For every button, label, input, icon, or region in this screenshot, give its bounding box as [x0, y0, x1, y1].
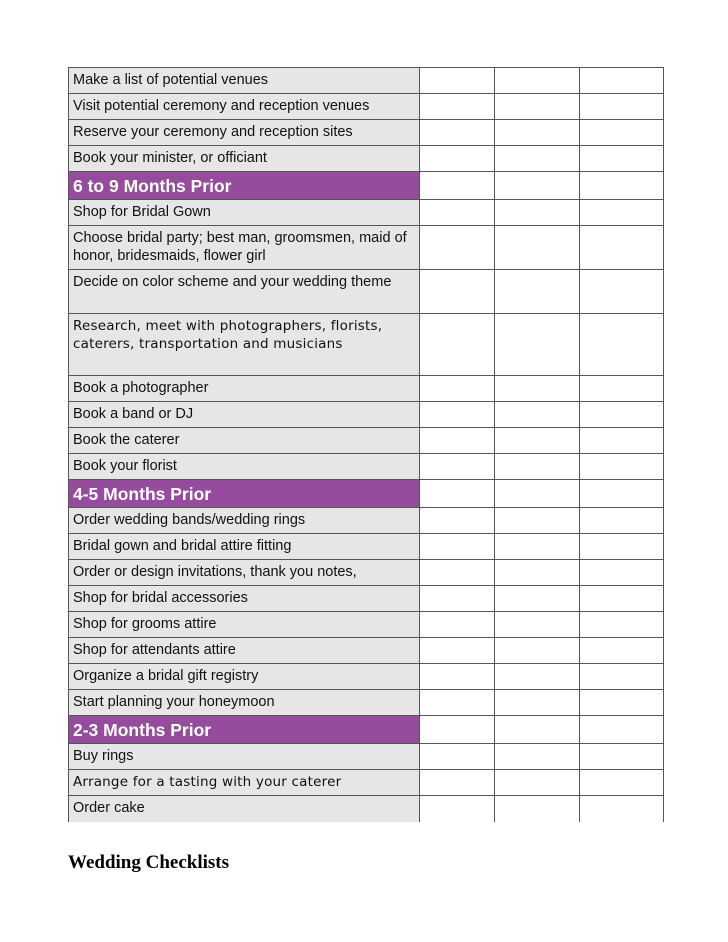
task-label: Book a photographer [69, 376, 420, 402]
checkbox-cell-1[interactable] [420, 270, 495, 314]
checkbox-cell-1[interactable] [420, 586, 495, 612]
checkbox-cell-2[interactable] [495, 454, 580, 480]
checkbox-cell-1[interactable] [420, 314, 495, 376]
checkbox-cell-3[interactable] [580, 796, 664, 822]
checkbox-cell-3[interactable] [580, 172, 664, 200]
checkbox-cell-3[interactable] [580, 744, 664, 770]
checkbox-cell-3[interactable] [580, 146, 664, 172]
checkbox-cell-1[interactable] [420, 68, 495, 94]
task-label: Book the caterer [69, 428, 420, 454]
checkbox-cell-2[interactable] [495, 146, 580, 172]
task-row [69, 120, 664, 146]
checkbox-cell-3[interactable] [580, 94, 664, 120]
task-row [69, 508, 664, 534]
task-label: Start planning your honeymoon [69, 690, 420, 716]
checkbox-cell-1[interactable] [420, 690, 495, 716]
checkbox-cell-3[interactable] [580, 560, 664, 586]
document-title: Wedding Checklists [68, 852, 230, 873]
task-row [69, 560, 664, 586]
task-label: Order or design invitations, thank you notes, [69, 560, 420, 586]
checkbox-cell-2[interactable] [495, 314, 580, 376]
checkbox-cell-3[interactable] [580, 770, 664, 796]
checkbox-cell-3[interactable] [580, 428, 664, 454]
task-row [69, 744, 664, 770]
checkbox-cell-3[interactable] [580, 454, 664, 480]
task-row [69, 94, 664, 120]
section-header: 2-3 Months Prior [69, 716, 420, 744]
checkbox-cell-3[interactable] [580, 612, 664, 638]
section-header-row [69, 716, 664, 744]
task-row [69, 454, 664, 480]
checkbox-cell-1[interactable] [420, 480, 495, 508]
checkbox-cell-1[interactable] [420, 612, 495, 638]
checkbox-cell-2[interactable] [495, 716, 580, 744]
checkbox-cell-3[interactable] [580, 402, 664, 428]
task-label: Book your minister, or officiant [69, 146, 420, 172]
task-row [69, 638, 664, 664]
checkbox-cell-3[interactable] [580, 120, 664, 146]
task-label: Reserve your ceremony and reception sites [69, 120, 420, 146]
task-label: Shop for bridal accessories [69, 586, 420, 612]
task-row [69, 612, 664, 638]
checkbox-cell-1[interactable] [420, 534, 495, 560]
checkbox-cell-1[interactable] [420, 172, 495, 200]
checkbox-cell-1[interactable] [420, 560, 495, 586]
task-label: Arrange for a tasting with your caterer [69, 770, 420, 796]
task-row [69, 270, 664, 314]
checkbox-cell-3[interactable] [580, 638, 664, 664]
task-row [69, 68, 664, 94]
checkbox-cell-2[interactable] [495, 664, 580, 690]
task-row [69, 534, 664, 560]
task-row [69, 690, 664, 716]
task-row [69, 770, 664, 796]
task-label: Order cake [69, 796, 420, 822]
section-header-row [69, 172, 664, 200]
task-label: Visit potential ceremony and reception venues [69, 94, 420, 120]
task-row [69, 200, 664, 226]
checkbox-cell-1[interactable] [420, 146, 495, 172]
task-row [69, 586, 664, 612]
checkbox-cell-1[interactable] [420, 770, 495, 796]
checkbox-cell-1[interactable] [420, 796, 495, 822]
checkbox-cell-2[interactable] [495, 68, 580, 94]
checkbox-cell-1[interactable] [420, 120, 495, 146]
section-header: 4-5 Months Prior [69, 480, 420, 508]
checkbox-cell-2[interactable] [495, 744, 580, 770]
section-header-row [69, 480, 664, 508]
task-row [69, 376, 664, 402]
checkbox-cell-2[interactable] [495, 200, 580, 226]
task-label: Organize a bridal gift registry [69, 664, 420, 690]
checkbox-cell-2[interactable] [495, 508, 580, 534]
checkbox-cell-2[interactable] [495, 402, 580, 428]
checkbox-cell-3[interactable] [580, 200, 664, 226]
task-row [69, 428, 664, 454]
checkbox-cell-3[interactable] [580, 586, 664, 612]
checkbox-cell-3[interactable] [580, 226, 664, 270]
task-label: Shop for attendants attire [69, 638, 420, 664]
checkbox-cell-2[interactable] [495, 638, 580, 664]
task-label: Order wedding bands/wedding rings [69, 508, 420, 534]
checkbox-cell-1[interactable] [420, 200, 495, 226]
checkbox-cell-2[interactable] [495, 428, 580, 454]
task-row [69, 226, 664, 270]
checkbox-cell-2[interactable] [495, 534, 580, 560]
checkbox-cell-2[interactable] [495, 94, 580, 120]
task-label: Book a band or DJ [69, 402, 420, 428]
checkbox-cell-1[interactable] [420, 744, 495, 770]
checkbox-cell-3[interactable] [580, 690, 664, 716]
section-header: 6 to 9 Months Prior [69, 172, 420, 200]
task-label: Research, meet with photographers, florists, caterers, transportation and musicians [69, 314, 420, 376]
task-row [69, 402, 664, 428]
checkbox-cell-2[interactable] [495, 120, 580, 146]
checkbox-cell-2[interactable] [495, 770, 580, 796]
checkbox-cell-2[interactable] [495, 376, 580, 402]
checkbox-cell-1[interactable] [420, 428, 495, 454]
checkbox-cell-2[interactable] [495, 480, 580, 508]
checklist-sheet [68, 67, 662, 822]
checkbox-cell-1[interactable] [420, 508, 495, 534]
task-row [69, 664, 664, 690]
checkbox-cell-3[interactable] [580, 716, 664, 744]
checkbox-cell-1[interactable] [420, 226, 495, 270]
task-label: Make a list of potential venues [69, 68, 420, 94]
task-label: Book your florist [69, 454, 420, 480]
checklist-body [69, 68, 664, 822]
task-label: Choose bridal party; best man, groomsmen, maid of honor, bridesmaids, flower girl [69, 226, 420, 270]
checkbox-cell-3[interactable] [580, 480, 664, 508]
checkbox-cell-2[interactable] [495, 612, 580, 638]
checkbox-cell-2[interactable] [495, 172, 580, 200]
checkbox-cell-2[interactable] [495, 560, 580, 586]
checkbox-cell-1[interactable] [420, 716, 495, 744]
task-row [69, 314, 664, 376]
checklist-table [68, 67, 664, 822]
task-row [69, 796, 664, 822]
checkbox-cell-1[interactable] [420, 454, 495, 480]
checkbox-cell-3[interactable] [580, 508, 664, 534]
checkbox-cell-3[interactable] [580, 534, 664, 560]
checkbox-cell-2[interactable] [495, 690, 580, 716]
checkbox-cell-1[interactable] [420, 94, 495, 120]
checkbox-cell-1[interactable] [420, 402, 495, 428]
task-label: Buy rings [69, 744, 420, 770]
checkbox-cell-3[interactable] [580, 314, 664, 376]
checkbox-cell-1[interactable] [420, 638, 495, 664]
checkbox-cell-1[interactable] [420, 664, 495, 690]
checkbox-cell-2[interactable] [495, 226, 580, 270]
checkbox-cell-2[interactable] [495, 796, 580, 822]
task-label: Decide on color scheme and your wedding theme [69, 270, 420, 314]
task-label: Shop for Bridal Gown [69, 200, 420, 226]
task-label: Bridal gown and bridal attire fitting [69, 534, 420, 560]
checkbox-cell-1[interactable] [420, 376, 495, 402]
checkbox-cell-3[interactable] [580, 376, 664, 402]
checkbox-cell-3[interactable] [580, 664, 664, 690]
checkbox-cell-3[interactable] [580, 68, 664, 94]
checkbox-cell-2[interactable] [495, 586, 580, 612]
checkbox-cell-2[interactable] [495, 270, 580, 314]
task-label: Shop for grooms attire [69, 612, 420, 638]
task-row [69, 146, 664, 172]
checkbox-cell-3[interactable] [580, 270, 664, 314]
